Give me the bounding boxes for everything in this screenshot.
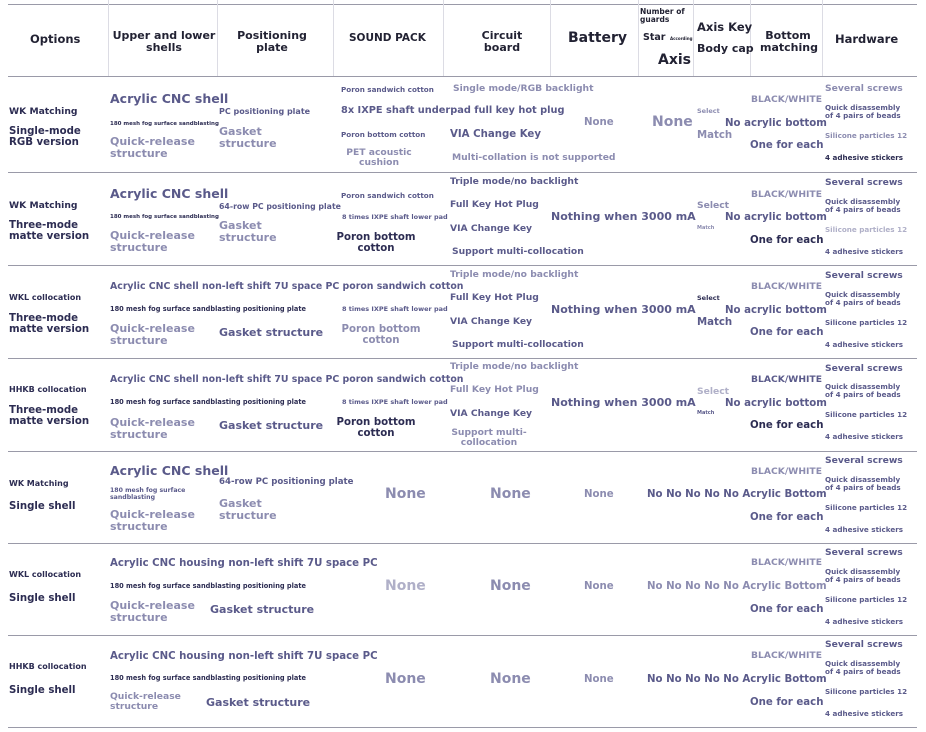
hardware-beads: Quick disassembly of 4 pairs of beads xyxy=(825,659,901,677)
circuit-board-value: None xyxy=(490,486,531,502)
shell-material: Acrylic CNC shell xyxy=(110,186,229,201)
no-acrylic-bottom: No No No No No Acrylic Bottom xyxy=(647,674,827,685)
bottom-color: BLACK/WHITE xyxy=(751,189,822,200)
sound-pack-value: None xyxy=(385,578,426,594)
hardware-beads: Quick disassembly of 4 pairs of beads xyxy=(825,103,901,121)
circuit-board-item: Triple mode/no backlight xyxy=(450,176,579,187)
row-version: Single-mode RGB version xyxy=(9,126,81,149)
battery-value: Nothing when 3000 mA xyxy=(551,210,696,223)
surface-finish: 180 mesh fog surface sandblasting positioning plate xyxy=(110,398,306,406)
hardware-silicone: Silicone particles 12 xyxy=(825,131,908,140)
circuit-board-item: Multi-collation is not supported xyxy=(452,152,616,163)
row-version: Single shell xyxy=(9,593,76,604)
header-body-cap: Body cap xyxy=(697,42,754,55)
bottom-color: BLACK/WHITE xyxy=(751,466,822,477)
plate-structure: Gasket structure xyxy=(219,219,277,245)
hardware-beads: Quick disassembly of 4 pairs of beads xyxy=(825,197,901,215)
header-battery: Battery xyxy=(568,30,628,46)
hardware-screws: Several screws xyxy=(825,270,903,281)
circuit-board-item: Support multi-collocation xyxy=(451,427,527,449)
bottom-acrylic: No acrylic bottom xyxy=(725,305,827,316)
sound-pack-item: 8x IXPE shaft underpad full key hot plug xyxy=(341,105,565,116)
positioning-plate: 64-row PC positioning plate xyxy=(219,202,341,211)
hardware-screws: Several screws xyxy=(825,639,903,650)
circuit-board-value: None xyxy=(490,671,531,687)
plate-structure: Gasket structure xyxy=(210,603,315,616)
sound-pack-item: Poron sandwich cotton xyxy=(341,85,434,94)
header-column-divider xyxy=(108,0,109,76)
housing-material: Acrylic CNC housing non-left shift 7U space PC xyxy=(110,558,378,569)
surface-finish: 180 mesh fog surface sandblasting positioning plate xyxy=(110,305,306,313)
sound-pack-item: 8 times IXPE shaft lower pad xyxy=(342,213,448,221)
axis-key-match: Match xyxy=(697,410,715,416)
surface-finish: 180 mesh fog surface sandblasting xyxy=(110,214,219,220)
hardware-screws: Several screws xyxy=(825,83,903,94)
shell-material: Acrylic CNC shell xyxy=(110,91,229,106)
hardware-stickers: 4 adhesive stickers xyxy=(825,432,904,441)
hardware-silicone: Silicone particles 12 xyxy=(825,503,908,512)
hardware-stickers: 4 adhesive stickers xyxy=(825,153,904,162)
header-column-divider xyxy=(550,0,551,76)
plate-structure: Gasket structure xyxy=(219,125,277,151)
bottom-color: BLACK/WHITE xyxy=(751,557,822,568)
sound-pack-value: None xyxy=(385,486,426,502)
hardware-stickers: 4 adhesive stickers xyxy=(825,525,904,534)
bottom-quantity: One for each xyxy=(750,604,824,615)
row-option-name: WK Matching xyxy=(9,479,69,488)
shell-structure: Quick-release structure xyxy=(110,229,195,255)
row-divider xyxy=(8,451,917,452)
hardware-silicone: Silicone particles 12 xyxy=(825,225,908,234)
table-bottom-border xyxy=(8,727,917,728)
bottom-acrylic: No acrylic bottom xyxy=(725,212,827,223)
axis-key-match: Match xyxy=(697,317,733,328)
circuit-board-item: Full Key Hot Plug xyxy=(450,292,539,303)
bottom-color: BLACK/WHITE xyxy=(751,650,822,661)
no-acrylic-bottom: No No No No No Acrylic Bottom xyxy=(647,489,827,500)
positioning-plate: 64-row PC positioning plate xyxy=(219,477,354,487)
header-column-divider xyxy=(693,0,694,76)
bottom-quantity: One for each xyxy=(750,235,824,246)
header-column-divider xyxy=(638,0,639,76)
header-column-divider xyxy=(217,0,218,76)
header-column-divider xyxy=(333,0,334,76)
header-options: Options xyxy=(30,32,81,46)
surface-finish: 180 mesh fog surface sandblasting xyxy=(110,121,219,127)
row-option-name: WK Matching xyxy=(9,106,78,117)
bottom-color: BLACK/WHITE xyxy=(751,281,822,292)
header-sound-pack: SOUND PACK xyxy=(349,32,426,44)
hardware-silicone: Silicone particles 12 xyxy=(825,687,908,696)
sound-pack-item: 8 times IXPE shaft lower pad xyxy=(342,305,448,313)
header-column-divider xyxy=(750,0,751,76)
shell-material: Acrylic CNC shell xyxy=(110,463,229,478)
row-option-name: WKL collocation xyxy=(9,293,82,302)
shell-structure: Quick-release structure xyxy=(110,322,195,348)
circuit-board-value: None xyxy=(490,578,531,594)
bottom-quantity: One for each xyxy=(750,697,824,708)
axis-key-match: Match xyxy=(697,225,715,231)
axis-key-select: Select xyxy=(697,386,730,397)
shell-structure: Quick-release structure xyxy=(110,416,195,442)
header-positioning-plate: Positioning plate xyxy=(237,29,307,55)
hardware-stickers: 4 adhesive stickers xyxy=(825,617,904,626)
header-hardware: Hardware xyxy=(835,32,899,46)
row-option-name: WKL collocation xyxy=(9,570,82,579)
header-shells: Upper and lower shells xyxy=(112,29,216,55)
circuit-board-item: Support multi-collocation xyxy=(452,246,584,257)
bottom-color: BLACK/WHITE xyxy=(751,374,822,385)
hardware-beads: Quick disassembly of 4 pairs of beads xyxy=(825,475,901,493)
sound-pack-item: Poron bottom cotton xyxy=(341,324,421,347)
row-option-name: HHKB collocation xyxy=(9,385,87,394)
battery-value: None xyxy=(584,489,614,500)
header-axis-key: Axis Key xyxy=(697,20,753,34)
sound-pack-item: Poron sandwich cotton xyxy=(341,191,434,200)
sound-pack-item: PET acoustic cushion xyxy=(346,147,412,169)
circuit-board-item: Triple mode/no backlight xyxy=(450,269,579,280)
row-version: Single shell xyxy=(9,685,76,696)
table-top-border xyxy=(8,4,917,5)
shell-structure: Quick-release structure xyxy=(110,691,181,713)
battery-value: Nothing when 3000 mA xyxy=(551,303,696,316)
circuit-board-item: Full Key Hot Plug xyxy=(450,384,539,395)
header-axis: Axis xyxy=(658,52,691,68)
circuit-board-item: VIA Change Key xyxy=(450,316,533,327)
header-number-of-guards: Number of guards xyxy=(640,7,685,25)
header-divider xyxy=(8,76,917,77)
hardware-screws: Several screws xyxy=(825,363,903,374)
plate-structure: Gasket structure xyxy=(206,696,311,709)
hardware-stickers: 4 adhesive stickers xyxy=(825,709,904,718)
row-option-name: WK Matching xyxy=(9,200,78,211)
circuit-board-item: VIA Change Key xyxy=(450,408,533,419)
hardware-screws: Several screws xyxy=(825,455,903,466)
surface-finish: 180 mesh fog surface sandblasting positioning plate xyxy=(110,674,306,682)
sound-pack-value: None xyxy=(385,671,426,687)
circuit-board-item: Full Key Hot Plug xyxy=(450,199,539,210)
header-bottom-matching: Bottom matching xyxy=(760,29,818,55)
housing-material: Acrylic CNC housing non-left shift 7U space PC xyxy=(110,651,378,662)
row-divider xyxy=(8,265,917,266)
header-star: Star xyxy=(643,32,666,43)
plate-structure: Gasket structure xyxy=(219,497,277,523)
header-column-divider xyxy=(443,0,444,76)
circuit-board-item: Support multi-collocation xyxy=(452,339,584,350)
hardware-beads: Quick disassembly of 4 pairs of beads xyxy=(825,382,901,400)
battery-value: None xyxy=(584,117,614,128)
sound-pack-item: Poron bottom cotton xyxy=(341,130,426,139)
hardware-silicone: Silicone particles 12 xyxy=(825,410,908,419)
hardware-silicone: Silicone particles 12 xyxy=(825,318,908,327)
header-circuit-board: Circuit board xyxy=(481,29,523,55)
bottom-color: BLACK/WHITE xyxy=(751,94,822,105)
sound-pack-item: Poron bottom cotton xyxy=(336,417,416,440)
hardware-silicone: Silicone particles 12 xyxy=(825,595,908,604)
hardware-beads: Quick disassembly of 4 pairs of beads xyxy=(825,567,901,585)
row-option-name: HHKB collocation xyxy=(9,662,87,671)
battery-value: Nothing when 3000 mA xyxy=(551,396,696,409)
axis-key-match: Match xyxy=(697,130,733,141)
sound-pack-item: Poron bottom cotton xyxy=(336,232,416,255)
hardware-screws: Several screws xyxy=(825,177,903,188)
row-version: Three-mode matte version xyxy=(9,220,90,243)
surface-finish: 180 mesh fog surface sandblasting positioning plate xyxy=(110,582,306,590)
hardware-stickers: 4 adhesive stickers xyxy=(825,247,904,256)
shell-structure: Quick-release structure xyxy=(110,135,195,161)
row-divider xyxy=(8,172,917,173)
row-version: Three-mode matte version xyxy=(9,405,90,428)
battery-value: None xyxy=(584,581,614,592)
header-according: According xyxy=(670,36,693,41)
row-divider xyxy=(8,543,917,544)
bottom-quantity: One for each xyxy=(750,420,824,431)
sound-pack-item: 8 times IXPE shaft lower pad xyxy=(342,398,448,406)
guards-value: None xyxy=(652,114,693,130)
circuit-board-item: Single mode/RGB backlight xyxy=(453,83,594,94)
hardware-beads: Quick disassembly of 4 pairs of beads xyxy=(825,290,901,308)
row-divider xyxy=(8,635,917,636)
no-acrylic-bottom: No No No No No Acrylic Bottom xyxy=(647,581,827,592)
axis-key-select: Select xyxy=(697,200,730,211)
plate-structure: Gasket structure xyxy=(219,326,324,339)
plate-structure: Gasket structure xyxy=(219,419,324,432)
shell-structure: Quick-release structure xyxy=(110,508,195,534)
axis-key-select: Select xyxy=(697,107,720,115)
axis-key-select: Select xyxy=(697,294,720,302)
bottom-acrylic: No acrylic bottom xyxy=(725,398,827,409)
bottom-acrylic: No acrylic bottom xyxy=(725,118,827,129)
bottom-quantity: One for each xyxy=(750,512,824,523)
header-column-divider xyxy=(822,0,823,76)
shell-plate-combo: Acrylic CNC shell non-left shift 7U space PC poron sandwich cotton xyxy=(110,281,464,292)
shell-plate-combo: Acrylic CNC shell non-left shift 7U space PC poron sandwich cotton xyxy=(110,374,464,385)
row-divider xyxy=(8,358,917,359)
row-version: Single shell xyxy=(9,501,76,512)
surface-finish: 180 mesh fog surface sandblasting xyxy=(110,487,186,501)
circuit-board-item: VIA Change Key xyxy=(450,129,541,140)
circuit-board-item: Triple mode/no backlight xyxy=(450,361,579,372)
row-version: Three-mode matte version xyxy=(9,313,90,336)
bottom-quantity: One for each xyxy=(750,327,824,338)
shell-structure: Quick-release structure xyxy=(110,599,195,625)
battery-value: None xyxy=(584,674,614,685)
hardware-stickers: 4 adhesive stickers xyxy=(825,340,904,349)
bottom-quantity: One for each xyxy=(750,140,824,151)
positioning-plate: PC positioning plate xyxy=(219,107,311,116)
circuit-board-item: VIA Change Key xyxy=(450,223,533,234)
hardware-screws: Several screws xyxy=(825,547,903,558)
